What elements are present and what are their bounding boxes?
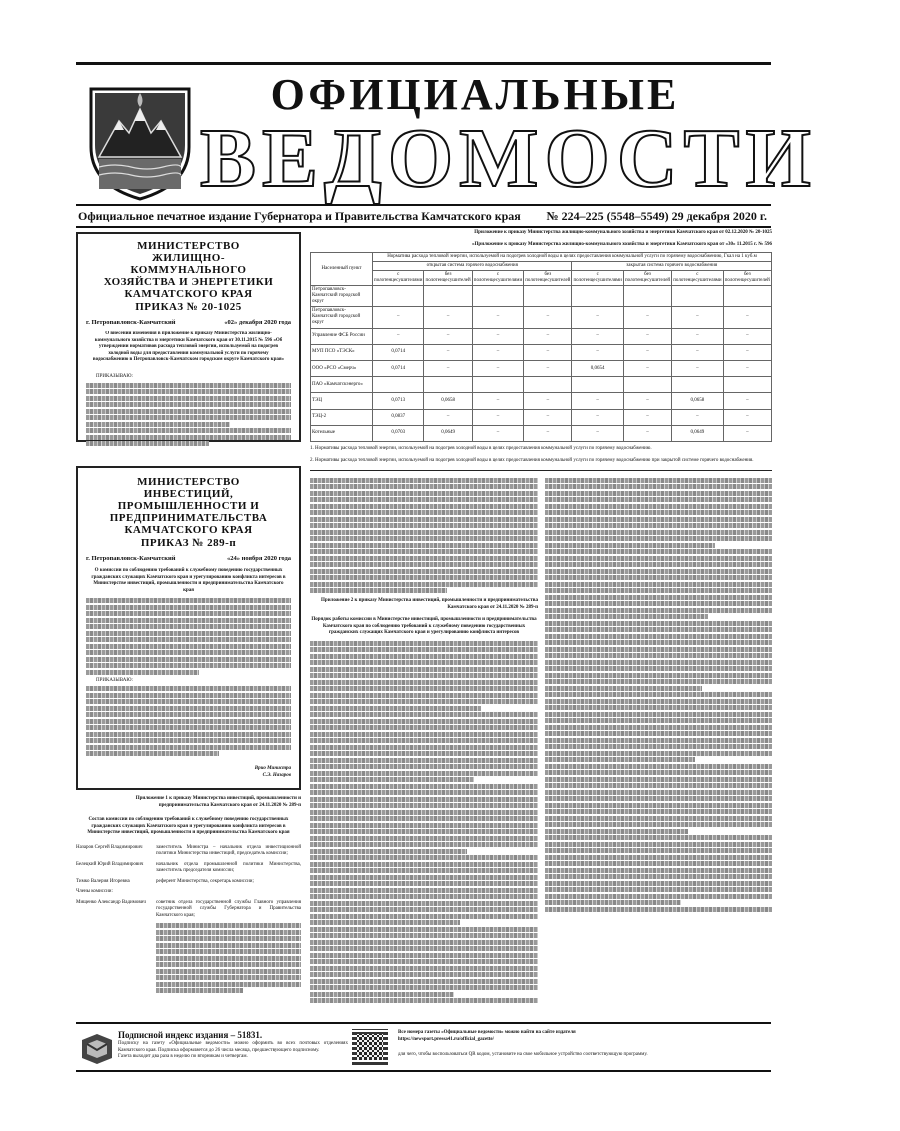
- row-value: –: [723, 393, 771, 409]
- text-line: [310, 790, 538, 795]
- member-name: Члены комиссии:: [76, 889, 113, 894]
- row-value: –: [723, 328, 771, 344]
- order1-date: «02» декабря 2020 года: [224, 319, 291, 326]
- member-name: Белецкий Юрий Владимирович: [76, 861, 144, 867]
- table-row: [311, 328, 772, 344]
- text-line: [545, 497, 772, 502]
- table-row: [311, 286, 772, 307]
- qr-code[interactable]: [352, 1029, 388, 1065]
- row-value: –: [524, 328, 572, 344]
- row-value: –: [472, 360, 523, 376]
- row-value: –: [723, 409, 771, 425]
- text-line: [545, 881, 772, 886]
- text-line: [310, 829, 538, 834]
- text-line: [310, 777, 474, 782]
- row-value: –: [623, 328, 671, 344]
- row-value: –: [572, 425, 623, 441]
- member-name: Назаров Сергей Владимирович: [76, 844, 143, 850]
- row-value: [623, 286, 671, 307]
- text-line: [545, 790, 772, 795]
- member-role: советник отдела государственной службы Главного управления государственной службы Губернатора и Правительства Камчатского края;: [156, 899, 301, 918]
- text-line: [545, 809, 772, 814]
- text-line: [545, 842, 772, 847]
- table-row: [311, 344, 772, 360]
- member-role: заместитель Министра – начальник отдела инвестиционной политики Министерства инвестиций, председатель комиссии;: [156, 844, 301, 856]
- text-line: [310, 725, 538, 730]
- row-value: [472, 286, 523, 307]
- committee-member: [76, 900, 301, 920]
- text-line: [310, 836, 538, 841]
- col-sub: с полотенцесушителями: [672, 271, 723, 286]
- row-value: –: [672, 344, 723, 360]
- appendix3-line1: Приложение 2 к приказу Министерства инвестиций, промышленности и предпринимательства Камчатского края от 24.11.2020 № 289-п: [321, 598, 538, 610]
- text-line: [545, 536, 772, 541]
- text-line: [545, 887, 772, 892]
- text-line: [545, 738, 772, 743]
- text-line: [310, 660, 538, 665]
- row-settlement: ПАО «Камчатскэнерго»: [311, 377, 373, 393]
- text-line: [310, 810, 538, 815]
- committee-member: [76, 862, 301, 875]
- row-settlement: Петропавловск-Камчатский городской округ: [311, 286, 373, 307]
- row-value: –: [672, 328, 723, 344]
- text-line: [310, 654, 538, 659]
- text-line: [310, 667, 538, 672]
- row-value: –: [723, 360, 771, 376]
- text-line: [310, 842, 538, 847]
- row-settlement: ТЭЦ-2: [311, 409, 373, 425]
- text-line: [310, 673, 538, 678]
- subscription-index: Подписной индекс издания – 51831.: [118, 1030, 263, 1040]
- row-value: –: [572, 393, 623, 409]
- text-line: [310, 992, 454, 997]
- order1-place-date: [86, 319, 291, 329]
- text-line: [545, 517, 772, 522]
- row-value: –: [424, 307, 472, 328]
- text-line: [545, 848, 772, 853]
- order2-sign-role: Врио Министра: [254, 766, 291, 771]
- text-line: [545, 679, 772, 684]
- text-line: [545, 510, 772, 515]
- row-value: [524, 286, 572, 307]
- row-value: –: [424, 409, 472, 425]
- text-line: [310, 699, 538, 704]
- online-text-1: Все номера газеты «Официальные ведомости» можно найти на сайте издателя: [398, 1030, 576, 1035]
- row-value: –: [723, 425, 771, 441]
- row-value: [723, 377, 771, 393]
- row-value: –: [472, 409, 523, 425]
- text-line: [310, 959, 538, 964]
- col-sub: без полотенцесушителей: [723, 271, 771, 286]
- order2-place: г. Петропавловск-Камчатский: [86, 555, 176, 562]
- order2-title-text: О комиссии по соблюдению требований к служебному поведению государственных гражданских служащих Камчатского края и урегулированию конфликта интересов в Министерстве инвестиций, промышленности и предпринимательства Камчатского края: [91, 568, 286, 593]
- appendix1-line1: Приложение к приказу Министерства жилищно-коммунального хозяйства и энергетики Камчатского края от 02.12.2020 № 20-1025: [474, 230, 772, 235]
- text-line: [310, 797, 538, 802]
- row-value: 0,0714: [373, 344, 424, 360]
- text-line: [310, 966, 538, 971]
- appendix2: [76, 796, 301, 995]
- text-line: [545, 530, 772, 535]
- masthead-subtitle: Официальное печатное издание Губернатора и Правительства Камчатского края: [78, 209, 521, 223]
- row-value: –: [424, 328, 472, 344]
- text-line: [545, 855, 772, 860]
- member-name: Тимко Валерия Игоревна: [76, 878, 130, 884]
- order1-title-text: О внесении изменения в приложение к приказу Министерства жилищно-коммунального хозяйства и энергетики Камчатского края от 30.11.2015 № 596 «Об утверждении нормативов расхода тепловой энергии, используемой на подогрев холодной воды для предоставления коммунальной услуги по горячему водоснабжению в Петропавловск-Камчатском городском округе Камчатского края»: [92, 331, 285, 362]
- section-divider: [310, 470, 772, 471]
- text-line: [310, 940, 538, 945]
- order2-prikazyvayu: ПРИКАЗЫВАЮ:: [96, 677, 133, 683]
- text-line: [310, 894, 538, 899]
- text-line: [545, 686, 702, 691]
- row-value: –: [524, 425, 572, 441]
- text-line: [310, 680, 538, 685]
- column2-text-b: [310, 641, 538, 1004]
- row-value: –: [373, 328, 424, 344]
- heating-norms-table-body: [311, 286, 772, 442]
- text-line: [545, 692, 772, 697]
- text-line: [545, 614, 708, 619]
- order1-prikaz-number: ПРИКАЗ № 20-1025: [135, 301, 242, 313]
- appendix2-title: Состав комиссии по соблюдению требований к служебному поведению государственных гражданских служащих Камчатского края и урегулированию конфликта интересов в Министерстве инвестиций, промышленности и предпринимательства Камчатского края: [87, 817, 290, 835]
- order2-box: [76, 466, 301, 790]
- row-value: [424, 377, 472, 393]
- text-line: [545, 725, 772, 730]
- text-line: [545, 595, 772, 600]
- text-line: [545, 569, 772, 574]
- text-line: [545, 549, 772, 554]
- row-value: 0,0713: [373, 393, 424, 409]
- committee-member: [76, 879, 301, 886]
- masthead-subtitle-bar: [76, 204, 771, 228]
- text-line: [545, 770, 772, 775]
- text-line: [545, 731, 772, 736]
- row-value: –: [672, 409, 723, 425]
- col-closed-system: закрытая система горячего водоснабжения: [572, 262, 772, 271]
- text-line: [545, 803, 772, 808]
- row-value: [373, 286, 424, 307]
- text-line: [545, 543, 715, 548]
- table-row: [311, 307, 772, 328]
- text-line: [310, 712, 538, 717]
- text-line: [545, 744, 772, 749]
- online-url[interactable]: https://newsport.pressa41.ru/official_gazette/: [398, 1036, 495, 1042]
- text-line: [545, 900, 681, 905]
- text-line: [545, 484, 772, 489]
- row-value: 0,0658: [424, 393, 472, 409]
- row-value: 0,0703: [373, 425, 424, 441]
- footer-online: [398, 1030, 768, 1059]
- text-line: [310, 888, 538, 893]
- order1-body-text: [86, 383, 291, 447]
- text-line: [545, 705, 772, 710]
- row-value: –: [524, 393, 572, 409]
- text-line: [545, 666, 772, 671]
- text-line: [545, 556, 772, 561]
- text-line: [545, 627, 772, 632]
- member-role: начальник отдела промышленной политики Министерства, заместитель председателя комиссии;: [156, 861, 301, 873]
- footer-bar: [76, 1022, 771, 1072]
- table-row: [311, 393, 772, 409]
- row-value: –: [623, 344, 671, 360]
- text-line: [545, 601, 772, 606]
- table-title: Норматива расхода тепловой энергии, используемой на подогрев холодной воды в целях предоставления коммунальной услуги по горячему водоснабжению, Гкал на 1 куб.м: [373, 253, 772, 262]
- text-line: [545, 634, 772, 639]
- text-line: [310, 855, 538, 860]
- text-line: [545, 647, 772, 652]
- text-line: [310, 686, 538, 691]
- row-value: –: [472, 344, 523, 360]
- text-line: [310, 784, 538, 789]
- row-settlement: Петропавловск-Камчатский городской округ: [311, 307, 373, 328]
- footer-subscription: [118, 1030, 348, 1061]
- row-value: –: [572, 307, 623, 328]
- text-line: [545, 640, 772, 645]
- row-value: –: [424, 360, 472, 376]
- row-value: –: [672, 307, 723, 328]
- text-line: [545, 757, 695, 762]
- order1-box: [76, 232, 301, 442]
- text-line: [310, 979, 538, 984]
- text-line: [545, 491, 772, 496]
- col-sub: без полотенцесушителей: [524, 271, 572, 286]
- table-row: [311, 425, 772, 441]
- row-value: –: [672, 360, 723, 376]
- row-value: –: [572, 344, 623, 360]
- row-value: –: [623, 425, 671, 441]
- text-line: [310, 914, 538, 919]
- committee-member: [76, 889, 301, 896]
- text-line: [545, 822, 772, 827]
- member-role: референт Министерства, секретарь комиссии;: [156, 878, 254, 884]
- col-settlement: Населенный пункт: [311, 253, 373, 286]
- text-line: [310, 738, 538, 743]
- masthead-top-rule: [76, 62, 771, 65]
- text-line: [310, 719, 538, 724]
- issue-number-date: № 224–225 (5548–5549) 29 декабря 2020 г.: [546, 209, 767, 223]
- row-value: [373, 377, 424, 393]
- col-sub: с полотенцесушителями: [373, 271, 424, 286]
- appendix1-line2: «Приложение к приказу Министерства жилищно-коммунального хозяйства и энергетики Камчатского края от «30» 11.2015 г. № 596: [472, 242, 772, 247]
- committee-member: [76, 845, 301, 858]
- text-line: [310, 641, 538, 646]
- column-2: [310, 476, 538, 1005]
- row-settlement: Управление ФСБ России: [311, 328, 373, 344]
- appendix3-title: Порядок работы комиссии в Министерстве инвестиций, промышленности и предпринимательства Камчатского края по соблюдению требований к служебному поведению государственных гражданских служащих Камчатского края и урегулированию конфликта интересов: [311, 617, 537, 635]
- column-3: [545, 476, 772, 913]
- text-line: [310, 745, 538, 750]
- text-line: [310, 771, 538, 776]
- row-value: [623, 377, 671, 393]
- row-value: –: [472, 425, 523, 441]
- table-row: [311, 377, 772, 393]
- row-value: 0,0714: [373, 360, 424, 376]
- text-line: [545, 608, 772, 613]
- text-line: [310, 953, 538, 958]
- row-value: [472, 377, 523, 393]
- post-logo-icon: [80, 1032, 114, 1066]
- text-line: [545, 660, 772, 665]
- text-line: [310, 946, 538, 951]
- order1-place: г. Петропавловск-Камчатский: [86, 319, 176, 326]
- text-line: [545, 861, 772, 866]
- text-line: [310, 920, 460, 925]
- text-line: [310, 693, 538, 698]
- row-value: 0,0649: [672, 425, 723, 441]
- col-open-system: открытая система горячего водоснабжения: [373, 262, 572, 271]
- col-sub: с полотенцесушителями: [472, 271, 523, 286]
- subscription-text: Подписку на газету «Официальные ведомости» можно оформить во всех почтовых отделениях Камчатского края. Подписка оформляется до 26 числа месяца, предшествующего подписному.: [118, 1041, 348, 1053]
- text-line: [310, 647, 538, 652]
- text-line: [310, 881, 538, 886]
- row-value: [524, 377, 572, 393]
- order2-date: «24» ноября 2020 года: [226, 555, 291, 562]
- text-line: [545, 699, 772, 704]
- text-line: [310, 849, 467, 854]
- text-line: [310, 972, 538, 977]
- row-value: [572, 286, 623, 307]
- text-line: [545, 504, 772, 509]
- kamchatka-coat-of-arms: [85, 85, 195, 203]
- row-settlement: Котельные: [311, 425, 373, 441]
- text-line: [310, 706, 481, 711]
- text-line: [545, 907, 772, 912]
- text-line: [545, 783, 772, 788]
- text-line: [310, 764, 538, 769]
- row-value: –: [623, 307, 671, 328]
- row-value: –: [472, 307, 523, 328]
- row-value: [572, 377, 623, 393]
- row-value: 0,0649: [424, 425, 472, 441]
- periodicity-text: Газета выходит два раза в неделю по вторникам и четвергам.: [118, 1054, 248, 1059]
- qr-instruction: для чего, чтобы воспользоваться QR кодом, установите на свое мобильное устройство соответствующую программу.: [398, 1052, 648, 1057]
- text-line: [545, 478, 772, 483]
- text-line: [545, 523, 772, 528]
- column3-text: [545, 478, 772, 912]
- text-line: [545, 562, 772, 567]
- masthead-title-main: ВЕДОМОСТИ: [200, 112, 817, 205]
- text-line: [545, 712, 772, 717]
- row-value: 0,0658: [672, 393, 723, 409]
- text-line: [310, 907, 538, 912]
- col-sub: без полотенцесушителей: [623, 271, 671, 286]
- text-line: [545, 835, 772, 840]
- text-line: [545, 718, 772, 723]
- text-line: [545, 751, 772, 756]
- row-value: –: [524, 360, 572, 376]
- row-value: –: [623, 393, 671, 409]
- text-line: [545, 894, 772, 899]
- appendix2-body-text: [156, 923, 301, 993]
- text-line: [310, 732, 538, 737]
- text-line: [545, 673, 772, 678]
- text-line: [545, 764, 772, 769]
- text-line: [310, 985, 538, 990]
- text-line: [310, 816, 538, 821]
- appendix1-note2: 2. Нормативы расхода тепловой энергии, используемой на подогрев холодной воды в целях предоставления коммунальной услуги по горячему водоснабжению при закрытой системе горячего водоснабжения.: [310, 458, 754, 463]
- text-line: [310, 803, 538, 808]
- text-line: [310, 823, 538, 828]
- text-line: [310, 751, 538, 756]
- order2-body-items: [86, 686, 291, 756]
- row-value: –: [524, 344, 572, 360]
- text-line: [310, 998, 538, 1003]
- text-line: [545, 575, 772, 580]
- column2-text-a: [310, 478, 538, 594]
- appendix1-note1: 1. Нормативы расхода тепловой энергии, используемой на подогрев холодной воды в целях предоставления коммунальной услуги по горячему водоснабжению.: [310, 446, 652, 451]
- member-role: [156, 889, 301, 896]
- row-value: –: [524, 409, 572, 425]
- row-value: –: [623, 409, 671, 425]
- text-line: [545, 796, 772, 801]
- row-settlement: МУП ПСО «ТЭСК»: [311, 344, 373, 360]
- text-line: [310, 927, 538, 932]
- text-line: [545, 653, 772, 658]
- text-line: [310, 901, 538, 906]
- row-value: [723, 286, 771, 307]
- order2-prikaz-number: ПРИКАЗ № 289-п: [140, 537, 237, 549]
- col-sub: с полотенцесушителями: [572, 271, 623, 286]
- row-value: –: [572, 409, 623, 425]
- text-line: [545, 829, 688, 834]
- text-line: [310, 933, 538, 938]
- row-value: –: [524, 307, 572, 328]
- text-line: [545, 777, 772, 782]
- row-value: –: [723, 344, 771, 360]
- row-value: –: [424, 344, 472, 360]
- order1-heading: МИНИСТЕРСТВО ЖИЛИЩНО-КОММУНАЛЬНОГО ХОЗЯЙСТВА И ЭНЕРГЕТИКИ КАМЧАТСКОГО КРАЯ: [103, 240, 274, 300]
- row-value: [424, 286, 472, 307]
- committee-members-list: [76, 845, 301, 920]
- row-value: –: [472, 393, 523, 409]
- row-value: –: [373, 307, 424, 328]
- heating-norms-table: [310, 252, 772, 442]
- order1-prikazyvayu: ПРИКАЗЫВАЮ:: [96, 374, 133, 379]
- col-sub: без полотенцесушителей: [424, 271, 472, 286]
- row-value: [672, 286, 723, 307]
- text-line: [310, 862, 538, 867]
- order2-body-text: [86, 598, 291, 675]
- row-value: 0,0837: [373, 409, 424, 425]
- text-line: [545, 588, 772, 593]
- table-row: [311, 360, 772, 376]
- row-value: 0,0654: [572, 360, 623, 376]
- order2-place-date: [86, 555, 291, 565]
- row-value: –: [572, 328, 623, 344]
- row-value: –: [472, 328, 523, 344]
- row-value: [672, 377, 723, 393]
- row-settlement: ООО «РСО «Смерч»: [311, 360, 373, 376]
- text-line: [545, 874, 772, 879]
- table-row: [311, 409, 772, 425]
- row-value: –: [623, 360, 671, 376]
- text-line: [310, 875, 538, 880]
- masthead-title-top: ОФИЦИАЛЬНЫЕ: [270, 70, 680, 119]
- row-settlement: ТЭЦ: [311, 393, 373, 409]
- row-value: –: [723, 307, 771, 328]
- text-line: [545, 816, 772, 821]
- text-line: [310, 868, 538, 873]
- text-line: [545, 582, 772, 587]
- text-line: [545, 868, 772, 873]
- member-name: Мищенко Александр Вадимович: [76, 899, 146, 905]
- order2-sign-name: С.Э. Назаров: [262, 772, 291, 778]
- text-line: [545, 621, 772, 626]
- appendix2-line1: Приложение 1 к приказу Министерства инвестиций, промышленности и предпринимательства Камчатского края от 24.11.2020 № 289-п: [135, 796, 301, 808]
- order2-heading: МИНИСТЕРСТВО ИНВЕСТИЦИЙ, ПРОМЫШЛЕННОСТИ И ПРЕДПРИНИМАТЕЛЬСТВА КАМЧАТСКОГО КРАЯ: [109, 476, 268, 536]
- text-line: [310, 758, 538, 763]
